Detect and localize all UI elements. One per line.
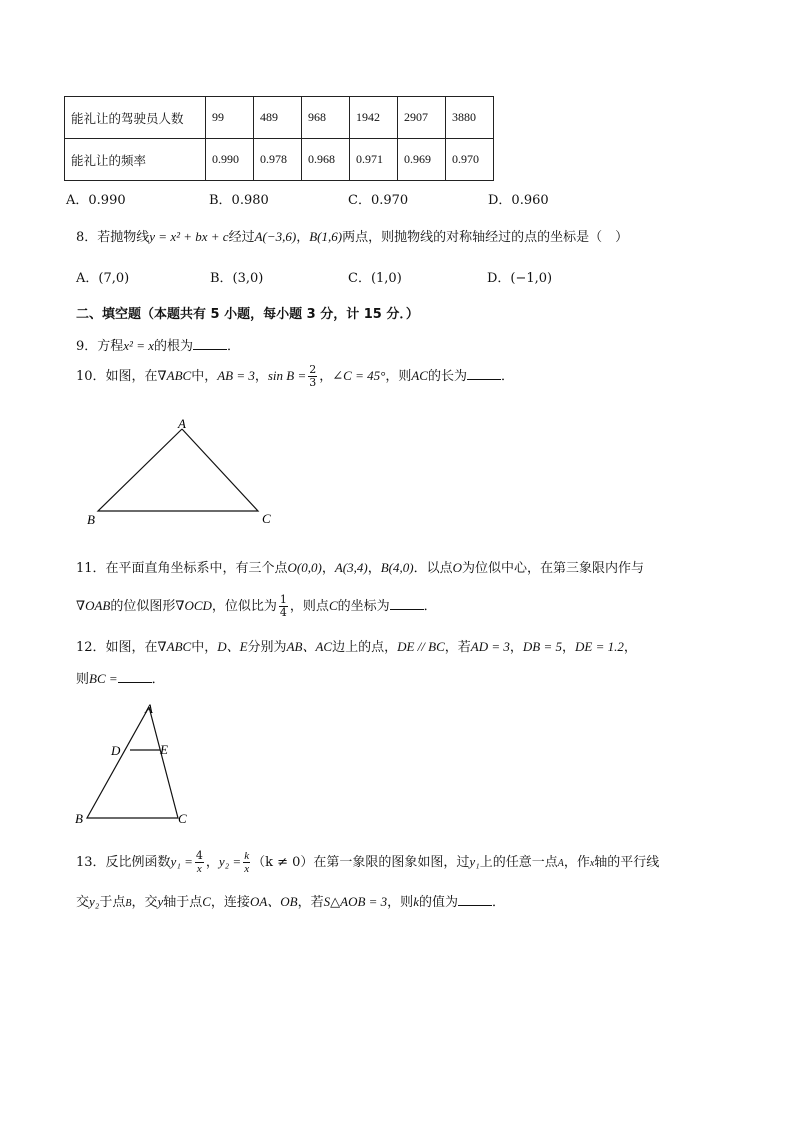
table-cell: 0.978 [254,139,302,181]
question-9 [76,335,240,354]
q13-text: 于点 [99,895,126,910]
q10-sinb: sin B = [267,368,307,383]
q8-text: 8．若抛物线 [76,230,150,245]
q7-option-b: B．0.980 [209,193,269,208]
q13-text: 在第一象限的图象如图，过 [313,855,470,870]
answer-blank [467,367,501,380]
answer-blank [193,337,227,350]
q11-text: 的坐标为 [337,599,390,614]
table-cell: 99 [206,97,254,139]
q8-text: 经过 [228,230,255,245]
answer-blank [118,670,152,683]
table-row [65,97,494,139]
q12-bc: BC = [89,671,118,686]
q13-text: ． [491,895,505,910]
triangle-abc [87,707,178,818]
q12-text: 12．如图，在 [76,640,158,655]
q12-text: ，若 [444,640,471,655]
q10-text: ． [500,369,514,384]
point-label-d: D [111,743,121,758]
q11-text: 11．在平面直角坐标系中，有三个点 [76,561,288,576]
q13-segments: OA、OB [249,894,298,909]
q12-triangle: ∇ABC [157,639,192,654]
point-label-e: E [160,742,168,757]
question-11-line-2 [76,594,437,619]
q11-text: 的位似图形 [110,599,176,614]
q13-var: x [589,858,595,869]
q12-text: ． [151,672,165,687]
q10-text: ，则 [385,369,412,384]
q9-text: 9．方程 [76,339,124,354]
q12-sides: AB、AC [286,639,333,654]
q8-point-a: A(−3,6) [254,229,297,244]
fraction-numerator: k [244,850,250,862]
vertex-label-c: C [262,511,271,526]
q9-text: ． [227,339,241,354]
q13-var: y [157,894,164,909]
q13-var: A [557,858,564,869]
q8-option-c: C．(1,0) [348,271,402,286]
table-cell: 0.970 [446,139,494,181]
q8-option-d: D．(−1,0) [487,271,553,286]
frequency-table [64,96,494,181]
q11-text: ，位似比为 [211,599,277,614]
q13-text: ，则 [387,895,414,910]
q13-text: 交 [76,895,90,910]
q13-var: C [202,894,211,909]
q13-text: ，若 [297,895,324,910]
answer-blank [390,597,424,610]
question-13-line-2 [76,891,505,910]
fraction-denominator: 3 [309,376,317,389]
q13-text: 轴的平行线 [594,855,660,870]
q11-var: C [328,598,338,613]
q8-option-b: B．(3,0) [210,271,264,286]
q11-point-o: O(0,0) [287,560,322,575]
fraction [243,850,250,875]
q9-equation: x² = x [123,338,154,353]
table-cell: 1942 [350,97,398,139]
question-12-line-1: 12．如图，在∇ABC中，D、E分别为AB、AC边上的点，DE // BC，若AD = 3，DB = 5，DE = 1.2， [76,639,637,655]
section-heading: 二、填空题（本题共有 5 小题，每小题 3 分，计 15 分．） [76,307,419,322]
q13-y2: y₂ = [218,854,242,869]
q10-ac: AC [411,368,428,383]
table-row-header: 能礼让的频率 [65,139,206,181]
q12-text: 分别为 [247,640,287,655]
table-cell: 0.990 [206,139,254,181]
q11-triangle: ∇OAB [76,598,111,613]
q13-text: 上的任意一点 [479,855,558,870]
q12-ad: AD = 3 [470,639,510,654]
q13-text: ，连接 [210,895,250,910]
q10-text: 的长为 [427,369,467,384]
table-cell: 0.971 [350,139,398,181]
q13-text: 13．反比例函数 [76,855,171,870]
fraction-denominator: x [244,863,250,875]
question-12-line-2 [76,668,165,687]
vertex-label-b: B [75,811,83,826]
q13-var: y₁ [469,854,480,869]
fraction-denominator: 4 [279,606,287,619]
table-cell: 2907 [398,97,446,139]
fraction [279,594,288,619]
q13-condition: （k ≠ 0） [252,855,314,870]
table-cell: 0.969 [398,139,446,181]
table-row [65,139,494,181]
q12-points: D、E [217,639,248,654]
q13-var: k [413,894,419,909]
q13-text: 的值为 [418,895,458,910]
table-cell: 489 [254,97,302,139]
table-cell: 0.968 [302,139,350,181]
q8-point-b: B(1,6) [309,229,343,244]
q11-var: O [452,560,462,575]
q11-text: 为位似中心，在第三象限内作与 [462,561,645,576]
q7-option-c: C．0.970 [348,193,409,208]
triangle-figure-q12 [70,700,200,830]
fraction [308,364,317,389]
q12-text: 则 [76,672,90,687]
q10-angle: ∠C = 45° [332,368,386,383]
fraction-numerator: 1 [279,593,287,606]
q12-db: DB = 5 [522,639,562,654]
q8-separator: ， [296,230,310,245]
q12-text: 中， [191,640,218,655]
q13-var: y₂ [89,894,100,909]
q10-text: 10．如图，在 [76,369,158,384]
fraction-denominator: x [196,863,202,875]
fraction-numerator: 2 [309,363,317,376]
q12-de: DE = 1.2 [575,639,624,654]
q12-text: 边上的点， [332,640,398,655]
answer-blank [458,893,492,906]
q13-text: 轴于点 [163,895,203,910]
q11-point-a: A(3,4) [334,560,368,575]
triangle-abc [98,429,258,511]
vertex-label-c: C [178,811,187,826]
question-8 [76,226,628,245]
q8-equation: y = x² + bx + c [149,229,229,244]
q13-var: B [125,898,132,909]
q10-triangle: ∇ABC [157,368,192,383]
q9-text: 的根为 [154,339,194,354]
q13-area: S△AOB = 3 [323,894,388,909]
q13-y1: y₁ = [170,854,193,869]
q13-text: ，交 [131,895,158,910]
question-11-line-1: 11．在平面直角坐标系中，有三个点O(0,0)，A(3,4)，B(4,0)．以点O为位似中心，在第三象限内作与 [76,560,645,576]
table-cell: 968 [302,97,350,139]
table-row-header: 能礼让的驾驶员人数 [65,97,206,139]
question-10: 10．如图，在∇ABC中，AB = 3，sin B = $\frac{2}{3}$ ，∠C = 45°，则AC的长为 ． [76,363,514,389]
q8-option-a: A．(7,0) [76,271,130,286]
q13-text: ，作 [563,855,590,870]
q11-triangle: ∇OCD [175,598,212,613]
q11-point-b: B(4,0) [380,560,414,575]
fraction [195,850,204,875]
table-cell: 3880 [446,97,494,139]
q11-text: ，则点 [289,599,329,614]
q8-text: 两点，则抛物线的对称轴经过的点的坐标是（ ） [342,230,629,245]
q7-option-a: A．0.990 [66,193,126,208]
vertex-label-a: A [178,416,186,431]
q10-ab: AB = 3 [217,368,255,383]
triangle-figure-q10 [80,415,280,530]
fraction-numerator: 4 [195,849,203,862]
vertex-label-a: A [145,701,153,716]
q12-parallel: DE // BC [397,639,445,654]
q11-text: ．以点 [413,561,453,576]
question-13-line-1: 13．反比例函数y₁ = $\frac{4}{x}$ ，y₂ = $\frac{k}{x}$ （k ≠ 0）在第一象限的图象如图，过y₁上的任意一点A，作x轴的平行线 [76,849,660,875]
q11-text: ． [423,599,437,614]
q7-option-d: D．0.960 [488,193,549,208]
vertex-label-b: B [87,512,95,527]
q10-text: 中， [191,369,218,384]
